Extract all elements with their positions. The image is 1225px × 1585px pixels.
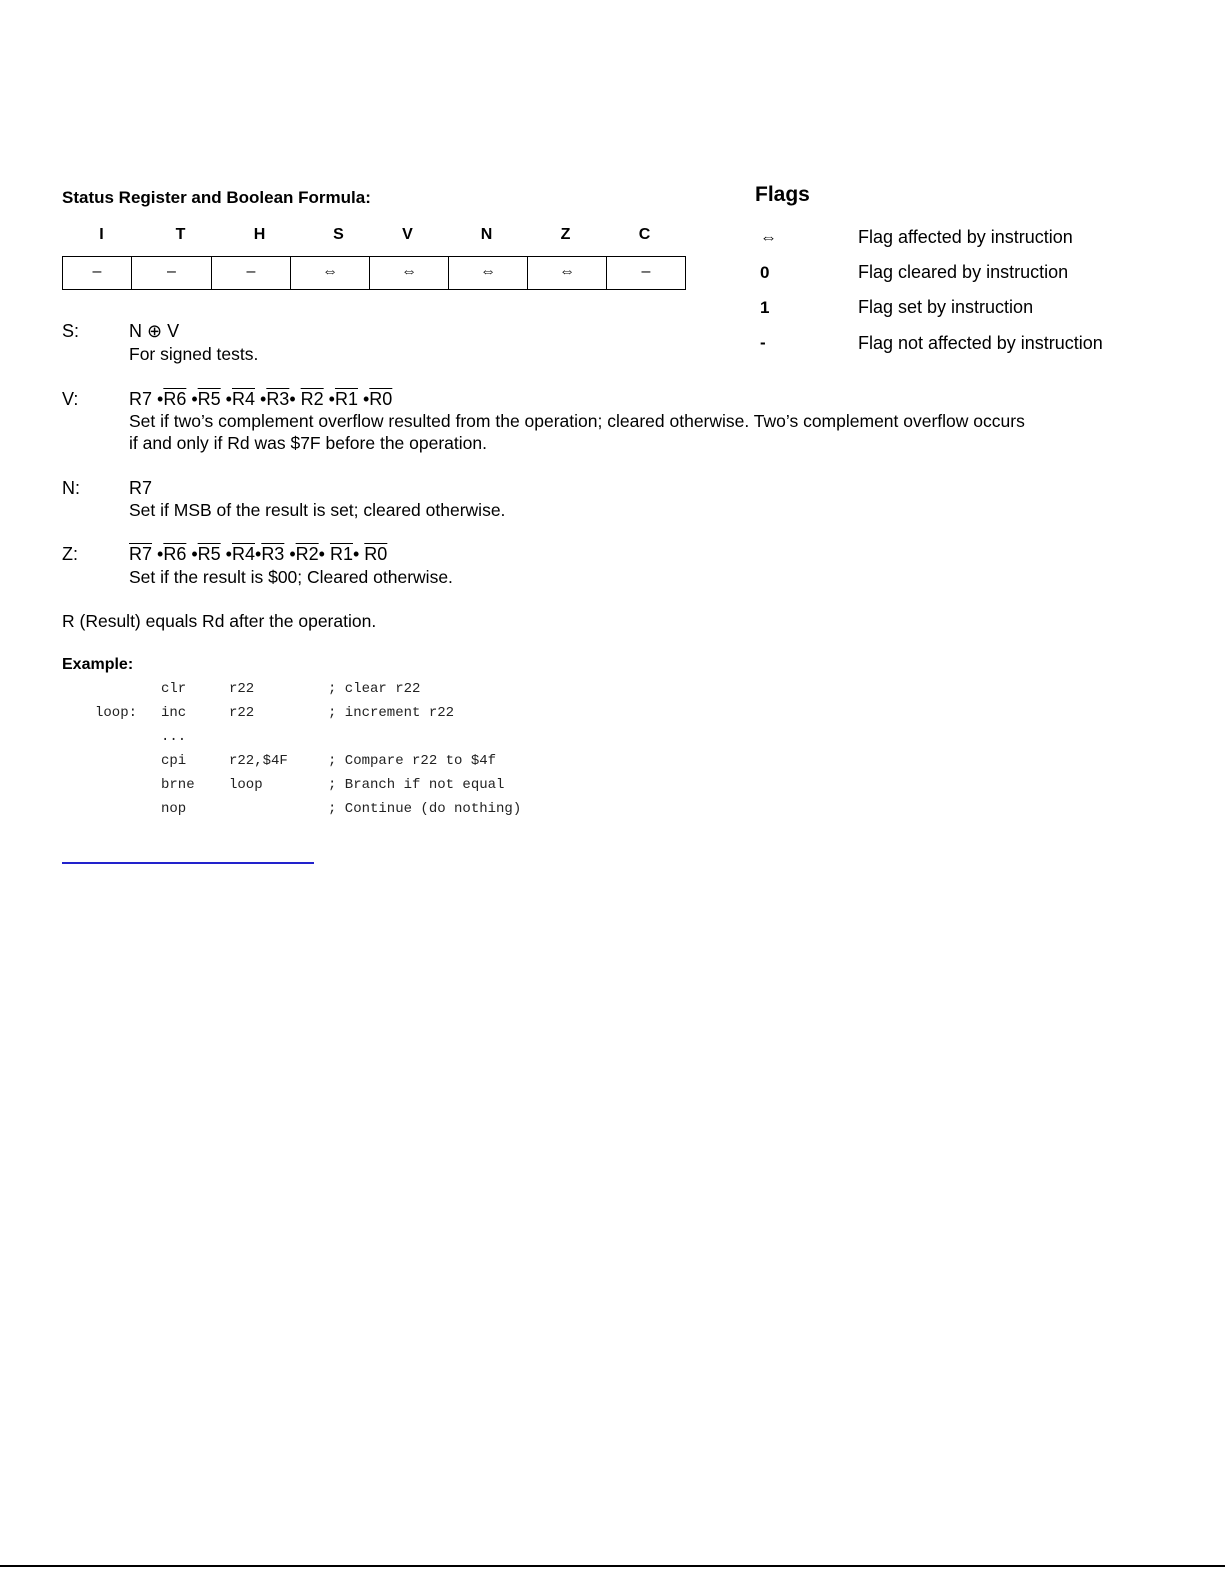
result-note: R (Result) equals Rd after the operation. (62, 611, 377, 631)
flag-desc-affected: Flag affected by instruction (858, 227, 1073, 247)
status-register-table (62, 256, 686, 290)
sreg-cell-t: – (167, 263, 176, 280)
z-term: R7 (129, 544, 153, 564)
n-flag-formula: R7 (129, 478, 153, 498)
link-underline[interactable] (62, 862, 314, 864)
code-args: r22 (229, 681, 255, 697)
sreg-header-i: I (99, 226, 104, 243)
v-term: R5 (197, 389, 221, 409)
sreg-header-n: N (480, 226, 493, 243)
code-args: loop (229, 777, 263, 793)
sreg-cell-z: ⇔ (559, 263, 575, 280)
z-term: R4 (231, 544, 255, 564)
sreg-cell-n: ⇔ (480, 263, 496, 280)
status-register-headers (62, 226, 686, 248)
flag-symbol-not-affected: - (760, 333, 766, 352)
n-flag-description: Set if MSB of the result is set; cleared otherwise. (129, 500, 506, 520)
sreg-cell-v: ⇔ (401, 263, 417, 280)
code-comment: ; Branch if not equal (328, 777, 505, 793)
v-term: R0 (369, 389, 393, 409)
code-args: r22 (229, 705, 255, 721)
flag-symbol-affected: ⇔ (760, 228, 777, 247)
z-term: R2 (295, 544, 319, 564)
code-comment: ; clear r22 (328, 681, 421, 697)
z-term: R3 (261, 544, 285, 564)
page-bottom-rule (0, 1565, 1225, 1567)
code-comment: ; Compare r22 to $4f (328, 753, 497, 769)
code-op: inc (161, 705, 187, 721)
sreg-cell-s: ⇔ (322, 263, 338, 280)
status-register-title: Status Register and Boolean Formula: (62, 188, 371, 207)
code-op: brne (161, 777, 195, 793)
sreg-header-v: V (402, 226, 413, 243)
z-term: R1 (329, 544, 353, 564)
code-op: clr (161, 681, 187, 697)
sreg-cell-c: – (641, 263, 651, 280)
code-label: loop: (95, 705, 138, 721)
sreg-cell-h: – (246, 263, 256, 280)
v-term: R2 (300, 389, 324, 409)
v-term: R3 (266, 389, 290, 409)
flag-symbol-set: 1 (760, 298, 770, 317)
v-flag-description-line2: if and only if Rd was $7F before the operation. (129, 433, 487, 453)
v-term: R1 (334, 389, 358, 409)
sreg-header-h: H (253, 226, 266, 243)
flag-desc-set: Flag set by instruction (858, 297, 1034, 317)
s-flag-label: S: (62, 321, 80, 341)
code-comment: ; Continue (do nothing) (328, 801, 522, 817)
z-flag-description: Set if the result is $00; Cleared otherwise. (129, 567, 453, 587)
n-flag-label: N: (62, 478, 80, 498)
flags-title: Flags (755, 183, 810, 206)
v-flag-description-line1: Set if two’s complement overflow resulted from the operation; cleared otherwise. Two’s complement overflow occurs (129, 411, 1025, 431)
v-flag-formula: R7 •R6 •R5 •R4 •R3• R2 •R1 •R0 (129, 389, 393, 409)
example-title: Example: (62, 656, 134, 673)
v-term: R6 (163, 389, 187, 409)
code-op: nop (161, 801, 187, 817)
z-term: R0 (364, 544, 388, 564)
z-term: R5 (197, 544, 221, 564)
code-op: cpi (161, 753, 187, 769)
flag-desc-cleared: Flag cleared by instruction (858, 262, 1069, 282)
z-term: R6 (163, 544, 187, 564)
sreg-cell-i: – (92, 263, 102, 280)
flag-symbol-cleared: 0 (760, 263, 770, 282)
sreg-header-t: T (175, 226, 186, 243)
v-term: R7 (129, 389, 153, 409)
code-comment: ; increment r22 (328, 705, 455, 721)
z-flag-label: Z: (62, 544, 78, 564)
v-term: R4 (231, 389, 255, 409)
code-args: r22,$4F (229, 753, 288, 769)
flag-desc-not-affected: Flag not affected by instruction (858, 333, 1103, 353)
s-flag-description: For signed tests. (129, 344, 259, 364)
sreg-header-z: Z (560, 226, 571, 243)
z-flag-formula: R7 •R6 •R5 •R4•R3 •R2• R1• R0 (129, 544, 388, 564)
code-op: ... (161, 729, 187, 745)
sreg-header-s: S (333, 226, 344, 243)
sreg-header-c: C (638, 226, 651, 243)
v-flag-label: V: (62, 389, 79, 409)
s-flag-formula: N ⊕ V (129, 321, 180, 341)
